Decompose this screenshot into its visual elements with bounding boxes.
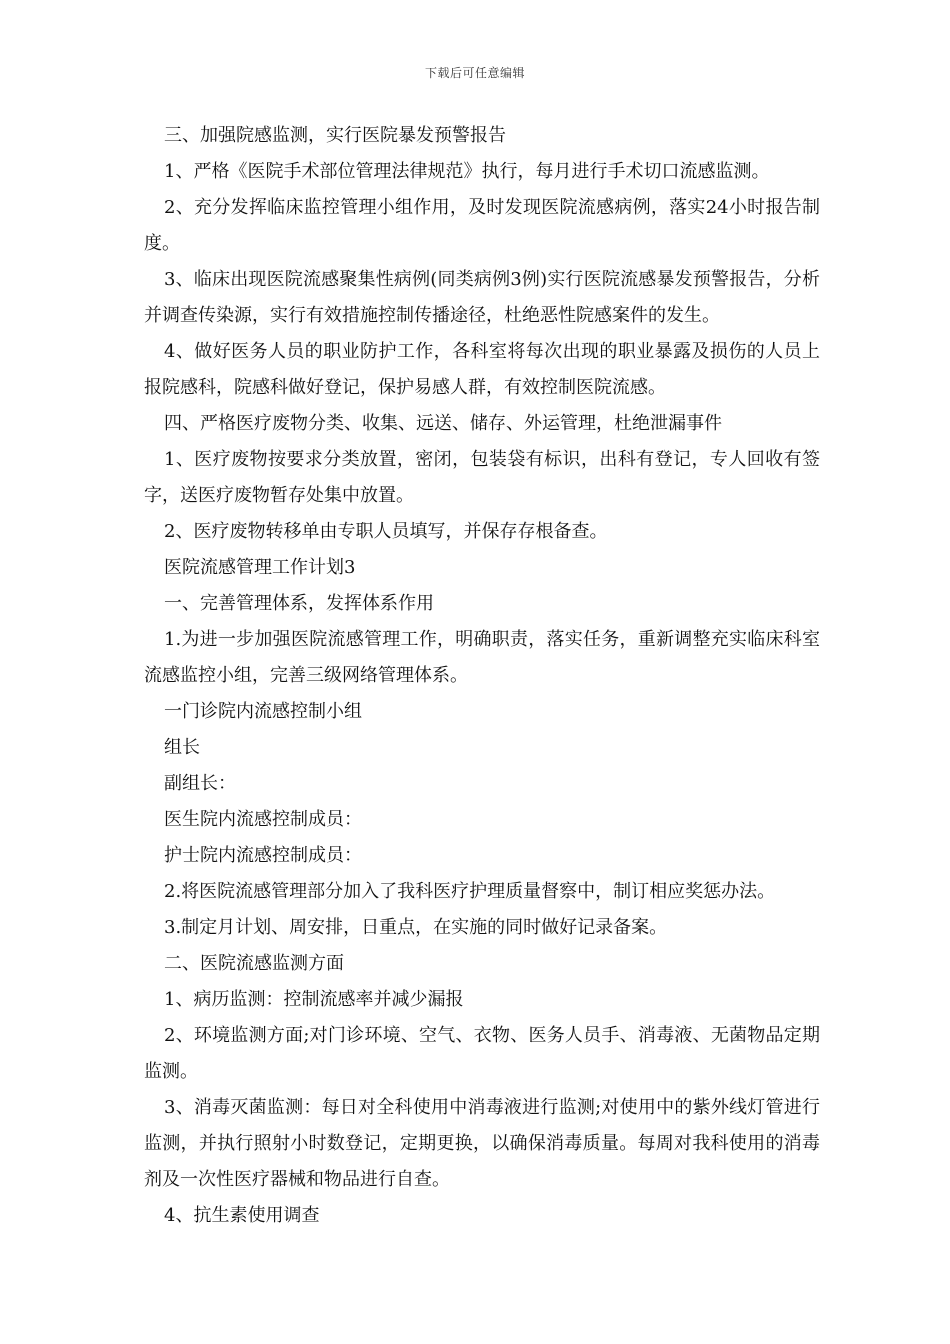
paragraph: 1.为进一步加强医院流感管理工作，明确职责，落实任务，重新调整充实临床科室流感监控小组，完善三级网络管理体系。: [144, 629, 820, 686]
paragraph: 2.将医院流感管理部分加入了我科医疗护理质量督察中，制订相应奖惩办法。: [164, 881, 776, 902]
paragraph: 组长: [164, 737, 200, 758]
section-heading: 二、医院流感监测方面: [164, 953, 344, 974]
paragraph: 一门诊院内流感控制小组: [164, 701, 362, 722]
paragraph: 副组长：: [164, 773, 236, 794]
page-header-note: 下载后可任意编辑: [424, 66, 525, 80]
paragraph: 2、充分发挥临床监控管理小组作用，及时发现医院流感病例，落实24小时报告制度。: [144, 197, 820, 254]
paragraph: 护士院内流感控制成员：: [164, 845, 362, 866]
document-body: [144, 118, 820, 1234]
paragraph: 2、医疗废物转移单由专职人员填写，并保存存根备查。: [164, 521, 608, 542]
paragraph: 1、病历监测：控制流感率并减少漏报: [164, 989, 464, 1010]
document-subtitle: 医院流感管理工作计划3: [164, 557, 356, 578]
paragraph: 2、环境监测方面;对门诊环境、空气、衣物、医务人员手、消毒液、无菌物品定期监测。: [144, 1025, 820, 1082]
section-heading: 一、完善管理体系，发挥体系作用: [164, 593, 434, 614]
paragraph: 医生院内流感控制成员：: [164, 809, 362, 830]
paragraph: 3、临床出现医院流感聚集性病例(同类病例3例)实行医院流感暴发预警报告，分析并调查传染源，实行有效措施控制传播途径，杜绝恶性院感案件的发生。: [144, 269, 820, 326]
paragraph: 1、严格《医院手术部位管理法律规范》执行，每月进行手术切口流感监测。: [164, 161, 770, 182]
paragraph: 3、消毒灭菌监测：每日对全科使用中消毒液进行监测;对使用中的紫外线灯管进行监测，并执行照射小时数登记，定期更换，以确保消毒质量。每周对我科使用的消毒剂及一次性医疗器械和物品进行自查。: [144, 1097, 820, 1190]
section-heading: 四、严格医疗废物分类、收集、远送、储存、外运管理，杜绝泄漏事件: [164, 413, 722, 434]
paragraph: 3.制定月计划、周安排，日重点，在实施的同时做好记录备案。: [164, 917, 668, 938]
paragraph: 1、医疗废物按要求分类放置，密闭，包装袋有标识，出科有登记，专人回收有签字，送医疗废物暂存处集中放置。: [144, 449, 820, 506]
paragraph: 4、抗生素使用调查: [164, 1205, 320, 1226]
paragraph: 4、做好医务人员的职业防护工作，各科室将每次出现的职业暴露及损伤的人员上报院感科，院感科做好登记，保护易感人群，有效控制医院流感。: [144, 341, 820, 398]
section-heading: 三、加强院感监测，实行医院暴发预警报告: [164, 125, 506, 146]
